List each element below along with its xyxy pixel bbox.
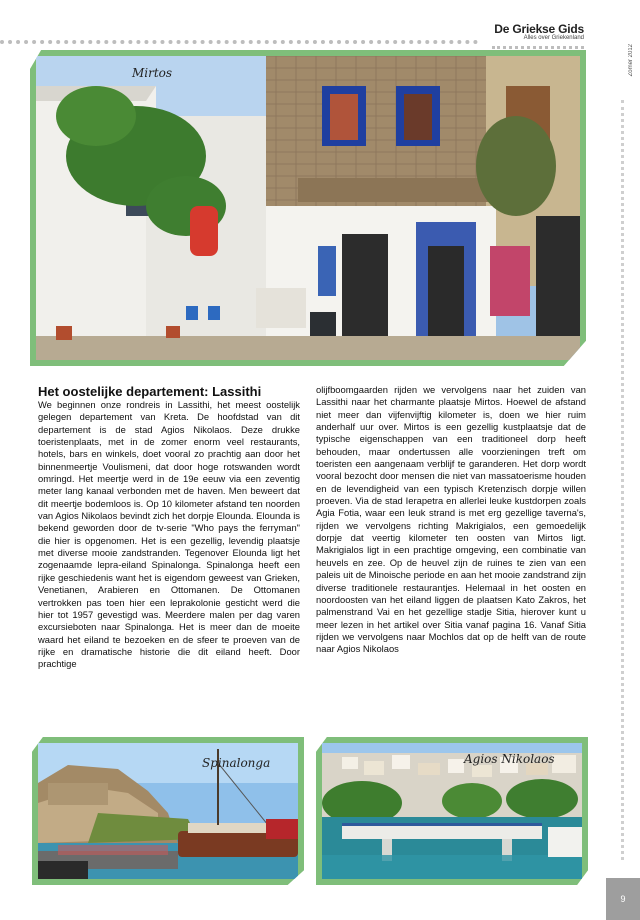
photo-mirtos [30, 50, 586, 366]
photo-mirtos-caption: Mirtos [132, 66, 173, 80]
brand-subtitle: Alles over Griekenland [523, 35, 584, 41]
page-number: 9 [606, 878, 640, 920]
article-column-left: We beginnen onze rondreis in Lassithi, het meest oostelijk gelegen departement van Kreta. De hoofdstad van dit departement is de stad Agios Nikolaos. Deze drukke toeristenplaats, met in de zomer enorm veel restaurants, hotels, bars en winkels, doet vooral zo prachtig aan door het binnenmeertje Voulismeni, dat door hoge rotswanden wordt omringd. Het meertje werd in de 19e eeuw via een zeventig meter lang kanaal verbonden met de haven. Men beweert dat dit meertje bodemloos is. Op 10 kilometer afstand ten noorden van Agios Nikolaos bevindt zich het dorpje Elounda. Elounda is bekend geworden door de tv-serie "Who pays the ferryman" die hier is opgenomen. Het is een gezellig, levendig plaatsje met diverse mooie zandstranden. Tegenover Elounda ligt het zogenaamde lepra-eiland Spinalonga. Spinalonga heeft een rijke geschiedenis want het is eigendom geweest van Grieken, Venetianen, Arabieren en Ottomanen. De Ottomanen vertrokken pas toen hier een leprakolonie gesticht werd die hier tot 1957 gevestigd was. Meerdere malen per dag varen excursieboten naar Spinalonga. Het is meer dan de moeite waard het eiland te bezoeken en de sfeer te proeven van de rijke en dramatische historie die dit eiland heeft. Door prachtige [38, 399, 300, 670]
photo-spinalonga-caption: Spinalonga [202, 756, 271, 770]
header-dotted-rule [0, 40, 478, 44]
brand-logo [494, 22, 584, 41]
article-title: Het oostelijke departement: Lassithi [38, 384, 262, 399]
header-dotted-rule-right [492, 46, 584, 49]
photo-mirtos-image [36, 56, 580, 360]
mirtos-scene [36, 56, 580, 360]
brand-title: De Griekse Gids [494, 22, 584, 36]
issue-label: Zomer 2012 [628, 44, 634, 77]
side-dotted-rule [621, 100, 624, 860]
article-column-right: olijfboomgaarden rijden we vervolgens naar het zuiden van Lassithi naar het charmante plaatsje Mirtos. Hoewel de afstand niet meer dan vijfenvijftig kilometer is, doen we hier ruim anderhalf uur over. Mirtos is een gezellig kustplaatsje dat de typische eigenschappen van een traditioneel dorp heeft behouden, maar ondertussen alle voorzieningen treft om toeristen een aangenaam verblijf te garanderen. Het dorp wordt vooral bezocht door mensen die niet van massatoerisme houden en de levendigheid van een typisch Kretenzisch dorpje willen proeven. Via de stad Ierapetra en allerlei leuke kustdorpen zoals Agia Fotia, waar een leuk strand is met erg gezellige taverna's, rijden we vervolgens richting Makrigialos, een gemoedelijk dorpje dat veertig kilometer ten oosten van Mirtos ligt. Makrigialos ligt in een prachtige omgeving, een combinatie van heuvels en zee. Op de heuvel zijn de ruines te zien van een paleis uit de Minoische periode en aan het mooie zandstrand zijn diverse traditionele restaurantjes. Helemaal in het oosten en noordoosten van het eiland liggen de plaatsen Kato Zakros, het palmenstrand Vai en het gezellige stadje Sitia, hierover kunt u meer lezen in het artikel over Sitia vanaf pagina 16. Vanaf Sitia rijden we vervolgens naar Mochlos dat op de helft van de route naar Agios Nikolaos [316, 384, 586, 655]
photo-agios-nikolaos-caption: Agios Nikolaos [464, 752, 555, 766]
